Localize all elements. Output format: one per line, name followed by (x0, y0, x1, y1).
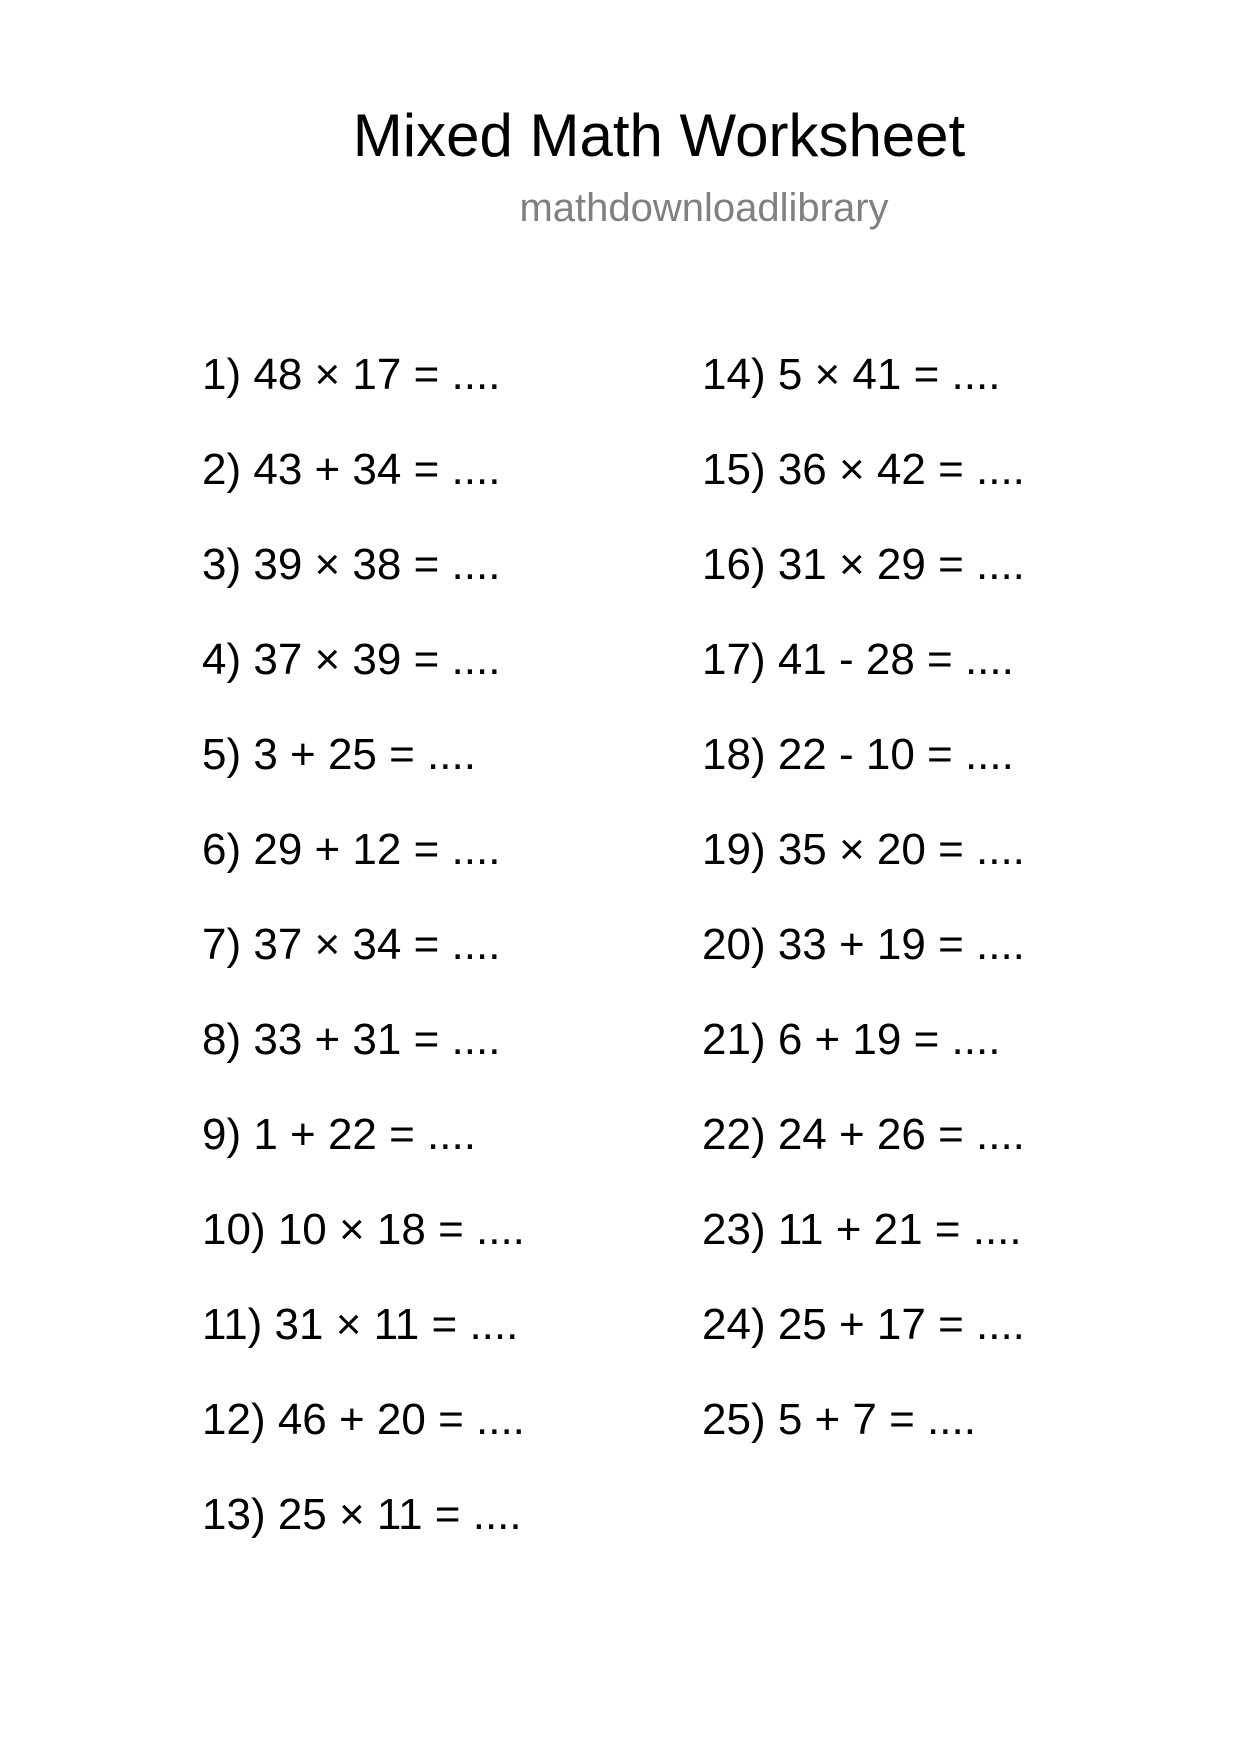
problem-20: 20) 33 + 19 = .... (702, 920, 1025, 969)
problem-15: 15) 36 × 42 = .... (702, 445, 1025, 494)
problem-4: 4) 37 × 39 = .... (202, 635, 501, 684)
problems-column-right (702, 345, 1222, 1485)
problem-19: 19) 35 × 20 = .... (702, 825, 1025, 874)
problem-11: 11) 31 × 11 = .... (202, 1300, 519, 1349)
page-subtitle: mathdownloadlibrary (519, 186, 889, 230)
problem-18: 18) 22 - 10 = .... (702, 730, 1014, 779)
problem-25: 25) 5 + 7 = .... (702, 1395, 976, 1444)
problem-16: 16) 31 × 29 = .... (702, 540, 1025, 589)
problem-23: 23) 11 + 21 = .... (702, 1205, 1022, 1254)
problem-10: 10) 10 × 18 = .... (202, 1205, 525, 1254)
problem-1: 1) 48 × 17 = .... (202, 350, 501, 399)
problem-12: 12) 46 + 20 = .... (202, 1395, 525, 1444)
problem-7: 7) 37 × 34 = .... (202, 920, 501, 969)
problem-13: 13) 25 × 11 = .... (202, 1490, 522, 1539)
problem-14: 14) 5 × 41 = .... (702, 350, 1001, 399)
problems-column-left (202, 345, 722, 1580)
problem-8: 8) 33 + 31 = .... (202, 1015, 501, 1064)
problem-22: 22) 24 + 26 = .... (702, 1110, 1025, 1159)
problem-24: 24) 25 + 17 = .... (702, 1300, 1025, 1349)
page-title: Mixed Math Worksheet (352, 102, 966, 169)
problem-21: 21) 6 + 19 = .... (702, 1015, 1001, 1064)
problem-3: 3) 39 × 38 = .... (202, 540, 501, 589)
problem-9: 9) 1 + 22 = .... (202, 1110, 476, 1159)
problem-2: 2) 43 + 34 = .... (202, 445, 501, 494)
problem-6: 6) 29 + 12 = .... (202, 825, 501, 874)
problem-17: 17) 41 - 28 = .... (702, 635, 1014, 684)
problem-5: 5) 3 + 25 = .... (202, 730, 476, 779)
